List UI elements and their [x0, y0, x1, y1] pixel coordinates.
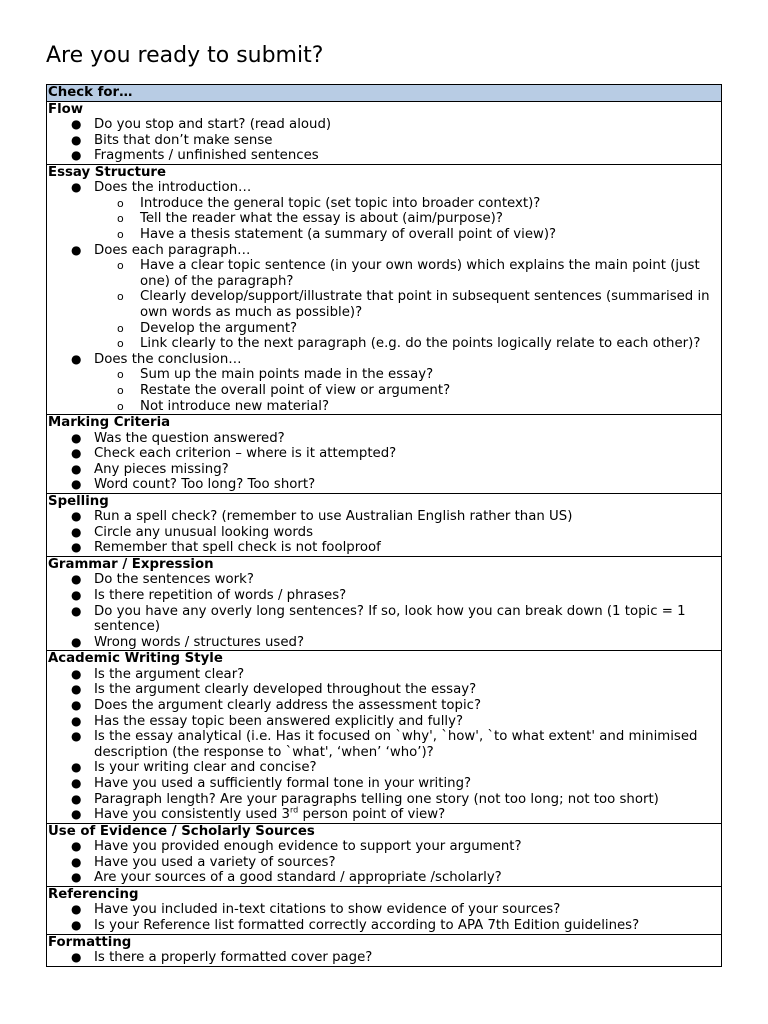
bullet-icon: ● [71, 572, 82, 587]
checklist-item-text: Is your Reference list formatted correctly according to APA 7th Edition guidelines? [94, 917, 640, 933]
bullet-icon: ● [71, 698, 82, 713]
section-row [47, 164, 722, 414]
checklist-item [71, 682, 719, 698]
checklist-item-text: Word count? Too long? Too short? [94, 477, 316, 493]
circle-bullet-icon: o [117, 212, 124, 226]
checklist-item [71, 242, 719, 352]
checklist-item-text: Do you have any overly long sentences? If so, look how you can break down (1 topic = 1 sentence) [94, 603, 686, 635]
checklist [48, 180, 719, 414]
bullet-icon: ● [71, 760, 82, 775]
bullet-icon: ● [71, 540, 82, 555]
section-title: Marking Criteria [48, 415, 171, 431]
checklist-item [71, 132, 719, 149]
section-title: Spelling [48, 493, 109, 509]
checklist-item-text: Is there a properly formatted cover page? [94, 949, 373, 965]
bullet-icon: ● [71, 870, 82, 885]
checklist-item-text: Have you provided enough evidence to support your argument? [94, 839, 522, 855]
section-row [47, 934, 722, 966]
checklist-item-text: Any pieces missing? [94, 461, 229, 477]
checklist-item [71, 713, 719, 730]
checklist-item-text: Fragments / unfinished sentences [94, 148, 319, 164]
bullet-icon: ● [71, 117, 82, 131]
sub-checklist-item-text: Tell the reader what the essay is about (aim/purpose)? [140, 211, 503, 227]
section-title: Essay Structure [48, 164, 167, 180]
checklist-item [71, 461, 719, 478]
sub-checklist [94, 196, 719, 243]
sub-checklist-item [117, 226, 719, 243]
section-row [47, 557, 722, 651]
checklist-item-text: Is the argument clear? [94, 666, 245, 682]
section-cell [47, 557, 722, 651]
checklist-item [71, 540, 719, 556]
checklist-item-text: Have you used a variety of sources? [94, 854, 336, 870]
checklist-item-text: Wrong words / structures used? [94, 634, 305, 650]
checklist-item-text: Do you stop and start? (read aloud) [94, 117, 332, 132]
section-title: Grammar / Expression [48, 557, 214, 573]
checklist-item [71, 180, 719, 242]
section-title: Formatting [48, 934, 132, 950]
section-row [47, 415, 722, 494]
checklist-item [71, 729, 719, 760]
circle-bullet-icon: o [117, 321, 124, 335]
section-cell [47, 651, 722, 823]
section-row [47, 493, 722, 556]
checklist-item [71, 148, 719, 164]
checklist-item-text: Paragraph length? Are your paragraphs telling one story (not too long; not too short) [94, 791, 659, 807]
checklist-item [71, 603, 719, 635]
sub-checklist-item-text: Have a thesis statement (a summary of overall point of view)? [140, 226, 557, 242]
checklist-item-text: Are your sources of a good standard / appropriate /scholarly? [94, 870, 502, 886]
checklist-item [71, 870, 719, 886]
bullet-icon: ● [71, 854, 82, 869]
bullet-icon: ● [71, 180, 82, 195]
sub-checklist-item [117, 398, 719, 415]
checklist [48, 839, 719, 886]
checklist-item [71, 634, 719, 651]
sub-checklist-item [117, 289, 719, 320]
bullet-icon: ● [71, 461, 82, 476]
checklist-item [71, 351, 719, 414]
checklist-item [71, 572, 719, 588]
checklist-item-text: Has the essay topic been answered explicitly and fully? [94, 713, 464, 729]
section-row [47, 101, 722, 164]
bullet-icon: ● [71, 148, 82, 163]
checklist-item-text: Does the conclusion… [94, 351, 242, 367]
section-cell [47, 823, 722, 886]
section-title: Flow [48, 101, 84, 117]
superscript: rd [290, 805, 299, 815]
checklist-item [71, 949, 719, 966]
section-cell [47, 493, 722, 556]
sub-checklist [94, 367, 719, 414]
checklist-item [71, 477, 719, 493]
bullet-icon: ● [71, 807, 82, 822]
checklist-item-text: Is the essay analytical (i.e. Has it focused on `why', `how', `to what extent' and minimised description (the response to `what', ‘when’ ‘who’)? [94, 729, 698, 760]
bullet-icon: ● [71, 713, 82, 728]
checklist-item [71, 588, 719, 604]
section-row [47, 823, 722, 886]
checklist-item [71, 776, 719, 792]
bullet-icon: ● [71, 634, 82, 649]
sub-checklist-item [117, 211, 719, 227]
checklist-item [71, 839, 719, 855]
bullet-icon: ● [71, 917, 82, 932]
bullet-icon: ● [71, 682, 82, 697]
circle-bullet-icon: o [117, 196, 124, 210]
bullet-icon: ● [71, 902, 82, 917]
checklist-item [71, 791, 719, 808]
bullet-icon: ● [71, 776, 82, 790]
checklist-item-text: Check each criterion – where is it attempted? [94, 446, 397, 462]
section-title: Academic Writing Style [48, 651, 223, 667]
checklist-item [71, 805, 719, 823]
checklist [48, 509, 719, 556]
page-title: Are you ready to submit? [46, 43, 324, 68]
section-row [47, 651, 722, 823]
checklist-item-text: Is there repetition of words / phrases? [94, 588, 347, 604]
sub-checklist-item-text: Develop the argument? [140, 320, 298, 336]
checklist-item [71, 666, 719, 683]
checklist-item [71, 430, 719, 447]
checklist [48, 572, 719, 650]
circle-bullet-icon: o [117, 383, 124, 397]
circle-bullet-icon: o [117, 259, 124, 273]
checklist-item-text: Is your writing clear and concise? [94, 760, 317, 776]
checklist-table [46, 84, 722, 967]
sub-checklist-item-text: Introduce the general topic (set topic into broader context)? [140, 195, 541, 211]
sub-checklist [94, 258, 719, 352]
checklist-item-text: Was the question answered? [94, 430, 285, 446]
bullet-icon: ● [71, 524, 82, 539]
bullet-icon: ● [71, 839, 82, 854]
checklist-item-text: Have you consistently used 3 [94, 807, 290, 823]
section-cell [47, 415, 722, 494]
circle-bullet-icon: o [117, 290, 124, 304]
checklist-item-text: Does the introduction… [94, 180, 252, 196]
checklist-item-text: Do the sentences work? [94, 572, 254, 588]
checklist-item [71, 917, 719, 934]
bullet-icon: ● [71, 132, 82, 147]
checklist-item-text-cont: person point of view? [298, 807, 446, 823]
section-row [47, 886, 722, 934]
circle-bullet-icon: o [117, 368, 124, 382]
sub-checklist-item-text: Link clearly to the next paragraph (e.g. do the points logically relate to each other)? [140, 336, 701, 352]
bullet-icon: ● [71, 351, 82, 366]
bullet-icon: ● [71, 242, 82, 257]
checklist-item-text: Does each paragraph… [94, 242, 251, 258]
sub-checklist-item-text: Restate the overall point of view or argument? [140, 382, 451, 398]
sub-checklist-item-text: Have a clear topic sentence (in your own words) which explains the main point (just one) of the paragraph? [140, 258, 700, 289]
section-cell [47, 164, 722, 414]
checklist-item [71, 902, 719, 918]
bullet-icon: ● [71, 477, 82, 492]
checklist-item-text: Bits that don’t make sense [94, 132, 273, 148]
sub-checklist-item-text: Clearly develop/support/illustrate that point in subsequent sentences (summarised in own words as much as possible)? [140, 289, 710, 320]
table-header-row [47, 85, 722, 102]
bullet-icon: ● [71, 603, 82, 618]
sub-checklist-item [117, 382, 719, 399]
section-cell [47, 101, 722, 164]
checklist-item [71, 509, 719, 525]
sub-checklist-item [117, 336, 719, 352]
sub-checklist-item [117, 320, 719, 337]
circle-bullet-icon: o [117, 399, 124, 413]
checklist-item-text: Remember that spell check is not foolproof [94, 540, 381, 556]
circle-bullet-icon: o [117, 337, 124, 351]
checklist [48, 950, 719, 966]
bullet-icon: ● [71, 446, 82, 461]
bullet-icon: ● [71, 949, 82, 964]
checklist-item [71, 760, 719, 776]
checklist-body [47, 85, 722, 967]
sub-checklist-item-text: Sum up the main points made in the essay? [140, 367, 434, 383]
bullet-icon: ● [71, 666, 82, 681]
section-title: Referencing [48, 886, 139, 902]
bullet-icon: ● [71, 729, 82, 744]
sub-checklist-item-text: Not introduce new material? [140, 398, 330, 414]
checklist-item [71, 117, 719, 133]
checklist-item [71, 446, 719, 462]
checklist [48, 667, 719, 823]
sub-checklist-item [117, 258, 719, 289]
bullet-icon: ● [71, 430, 82, 445]
table-header: Check for… [47, 85, 722, 102]
bullet-icon: ● [71, 588, 82, 603]
checklist-item [71, 854, 719, 871]
section-title: Use of Evidence / Scholarly Sources [48, 823, 315, 839]
checklist [48, 902, 719, 933]
checklist-item-text: Does the argument clearly address the assessment topic? [94, 698, 482, 714]
sub-checklist-item [117, 367, 719, 383]
checklist-item [71, 698, 719, 714]
checklist-item-text: Have you used a sufficiently formal tone in your writing? [94, 776, 472, 791]
checklist-item-text: Have you included in-text citations to show evidence of your sources? [94, 902, 561, 918]
bullet-icon: ● [71, 791, 82, 806]
checklist-item-text: Run a spell check? (remember to use Australian English rather than US) [94, 509, 573, 525]
checklist [48, 117, 719, 164]
bullet-icon: ● [71, 509, 82, 524]
checklist-item-text: Circle any unusual looking words [94, 524, 314, 540]
checklist-item [71, 524, 719, 541]
section-cell [47, 934, 722, 966]
sub-checklist-item [117, 195, 719, 212]
section-cell [47, 886, 722, 934]
circle-bullet-icon: o [117, 227, 124, 241]
checklist-item-text: Is the argument clearly developed throughout the essay? [94, 682, 477, 698]
checklist [48, 431, 719, 493]
